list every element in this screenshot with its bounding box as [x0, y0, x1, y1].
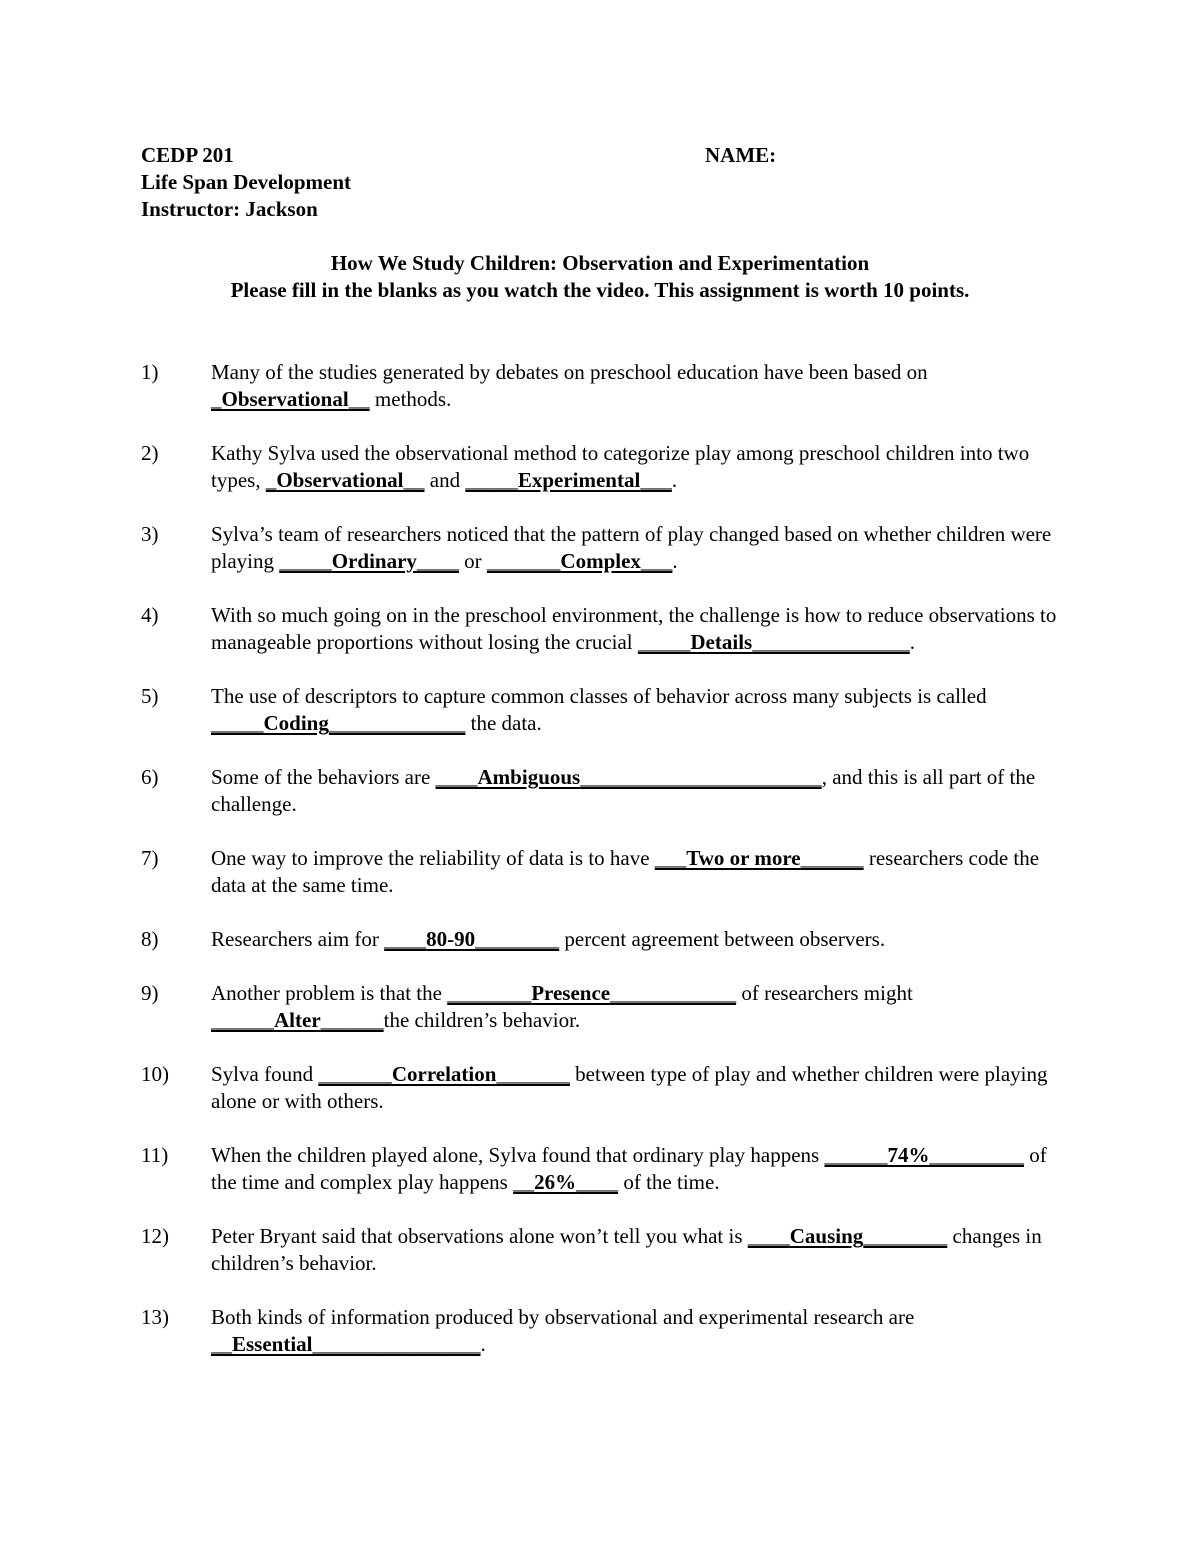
question-item	[141, 1061, 1061, 1115]
question-item	[141, 980, 1061, 1034]
blank-underscore: ____	[435, 765, 478, 789]
question-item	[141, 359, 1061, 413]
question-text-segment: Some of the behaviors are	[211, 765, 436, 789]
question-text-segment: Both kinds of information produced by observational and experimental research are	[211, 1305, 915, 1329]
question-text-segment: Kathy Sylva used the observational method to categorize play among preschool children into two types,	[211, 441, 1030, 492]
blank-underscore: ____	[747, 1224, 790, 1248]
question-text-segment: Many of the studies generated by debates on preschool education have been based on	[211, 360, 928, 384]
question-text	[211, 440, 1061, 494]
blank-underscore: ___	[640, 468, 672, 492]
question-text	[211, 1223, 1061, 1277]
question-number: 10)	[141, 1062, 169, 1086]
blank-underscore: _	[265, 468, 277, 492]
answer-blank: Essential	[232, 1332, 313, 1356]
answer-blank: Presence	[531, 981, 611, 1005]
question-text	[211, 845, 1061, 899]
blank-underscore: _____	[279, 549, 332, 573]
blank-underscore: __	[211, 1332, 232, 1356]
question-item	[141, 1304, 1061, 1358]
question-text-segment: .	[672, 549, 678, 573]
blank-underscore: __	[348, 387, 370, 411]
question-text	[211, 1304, 1061, 1358]
blank-underscore: _______________	[752, 630, 910, 654]
question-item	[141, 845, 1061, 899]
question-number: 1)	[141, 360, 159, 384]
blank-underscore: ________________	[312, 1332, 481, 1356]
question-text-segment: .	[671, 468, 678, 492]
question-text-segment: One way to improve the reliability of data is to have	[211, 846, 655, 870]
blank-underscore: ________	[475, 927, 560, 951]
question-text-segment: Researchers aim for	[211, 927, 385, 951]
instructor: Instructor: Jackson	[141, 197, 318, 221]
question-text-segment: and	[424, 468, 466, 492]
blank-underscore: _______	[496, 1062, 570, 1086]
blank-underscore: ___	[654, 846, 687, 870]
question-text	[211, 926, 1061, 953]
question-text-segment: the data.	[465, 711, 542, 735]
question-text-segment: With so much going on in the preschool environment, the challenge is how to reduce observations to manageable proportions without losing the crucial	[211, 603, 1057, 654]
question-text-segment: , and this is all part of the challenge.	[211, 765, 1036, 816]
question-number: 8)	[141, 927, 159, 951]
blank-underscore: ______	[800, 846, 864, 870]
question-text-segment: researchers code the data at the same time.	[211, 846, 1040, 897]
blank-underscore: _______________________	[580, 765, 822, 789]
question-item	[141, 602, 1061, 656]
blank-underscore: ________	[447, 981, 532, 1005]
question-item	[141, 1142, 1061, 1196]
course-code: CEDP 201	[141, 143, 234, 167]
question-text-segment: methods.	[369, 387, 452, 411]
question-text	[211, 359, 1061, 413]
blank-underscore: ___	[640, 549, 673, 573]
blank-underscore: _____	[465, 468, 518, 492]
question-text-segment: Sylva found	[211, 1062, 319, 1086]
worksheet-header	[141, 142, 1061, 223]
question-text-segment: Another problem is that the	[211, 981, 448, 1005]
question-item	[141, 683, 1061, 737]
question-number: 12)	[141, 1224, 169, 1248]
blank-underscore: ____	[384, 927, 427, 951]
answer-blank: 26%	[534, 1170, 577, 1194]
answer-blank: Alter	[274, 1008, 321, 1032]
answer-blank: Observational	[221, 387, 349, 411]
answer-blank: Experimental	[517, 468, 641, 492]
question-number: 4)	[141, 603, 159, 627]
question-item	[141, 440, 1061, 494]
question-item	[141, 1223, 1061, 1277]
question-item	[141, 764, 1061, 818]
blank-underscore: _______	[318, 1062, 392, 1086]
question-number: 6)	[141, 765, 159, 789]
question-text-segment: The use of descriptors to capture common classes of behavior across many subjects is called	[211, 684, 987, 708]
question-text-segment: .	[480, 1332, 486, 1356]
question-text-segment: of the time.	[618, 1170, 720, 1194]
question-item	[141, 521, 1061, 575]
answer-blank: Two or more	[686, 846, 801, 870]
assignment-title-block	[0, 250, 1200, 304]
question-text-segment: changes in children’s behavior.	[211, 1224, 1042, 1275]
question-number: 2)	[141, 441, 159, 465]
question-number: 5)	[141, 684, 159, 708]
blank-underscore: ________	[863, 1224, 948, 1248]
assignment-instructions: Please fill in the blanks as you watch the video. This assignment is worth 10 points.	[230, 278, 970, 302]
blank-underscore: _____	[637, 630, 691, 654]
question-number: 3)	[141, 522, 159, 546]
question-text-segment: Sylva’s team of researchers noticed that the pattern of play changed based on whether children were playing	[211, 522, 1052, 573]
question-text	[211, 764, 1061, 818]
answer-blank: Ambiguous	[477, 765, 581, 789]
question-list	[141, 359, 1061, 1385]
answer-blank: 80-90	[426, 927, 476, 951]
question-text	[211, 980, 1061, 1034]
blank-underscore: __	[513, 1170, 535, 1194]
answer-blank: Coding	[263, 711, 329, 735]
question-text-segment: of the time and complex play happens	[211, 1143, 1047, 1194]
question-text-segment: Peter Bryant said that observations alone won’t tell you what is	[211, 1224, 748, 1248]
question-text-segment: the children’s behavior.	[383, 1008, 581, 1032]
blank-underscore: _________	[929, 1143, 1024, 1167]
blank-underscore: ______	[824, 1143, 888, 1167]
answer-blank: Details	[690, 630, 753, 654]
question-text	[211, 521, 1061, 575]
blank-underscore: ______	[211, 1008, 274, 1032]
blank-underscore: _____	[211, 711, 264, 735]
question-item	[141, 926, 1061, 953]
blank-underscore: ____________	[610, 981, 737, 1005]
course-title: Life Span Development	[141, 170, 351, 194]
question-text	[211, 1142, 1061, 1196]
blank-underscore: _____________	[328, 711, 466, 735]
question-text	[211, 1061, 1061, 1115]
answer-blank: Causing	[789, 1224, 864, 1248]
blank-underscore: ____	[576, 1170, 619, 1194]
question-number: 7)	[141, 846, 159, 870]
answer-blank: Complex	[560, 549, 641, 573]
question-text-segment: percent agreement between observers.	[559, 927, 886, 951]
question-number: 13)	[141, 1305, 169, 1329]
assignment-title: How We Study Children: Observation and Experimentation	[330, 251, 870, 275]
blank-underscore: _______	[486, 549, 561, 573]
blank-underscore: __	[403, 468, 425, 492]
blank-underscore: ______	[320, 1008, 384, 1032]
answer-blank: 74%	[887, 1143, 930, 1167]
question-text-segment: or	[458, 549, 487, 573]
blank-underscore: _	[211, 387, 222, 411]
question-text-segment: .	[909, 630, 915, 654]
question-text-segment: between type of play and whether children were playing alone or with others.	[211, 1062, 1048, 1113]
answer-blank: Observational	[276, 468, 404, 492]
question-text	[211, 602, 1061, 656]
question-number: 11)	[141, 1143, 169, 1167]
answer-blank: Correlation	[391, 1062, 497, 1086]
question-text	[211, 683, 1061, 737]
question-text-segment: of researchers might	[736, 981, 913, 1005]
answer-blank: Ordinary	[331, 549, 417, 573]
name-label: NAME:	[705, 143, 777, 167]
question-number: 9)	[141, 981, 159, 1005]
blank-underscore: ____	[416, 549, 459, 573]
question-text-segment: When the children played alone, Sylva found that ordinary play happens	[211, 1143, 825, 1167]
